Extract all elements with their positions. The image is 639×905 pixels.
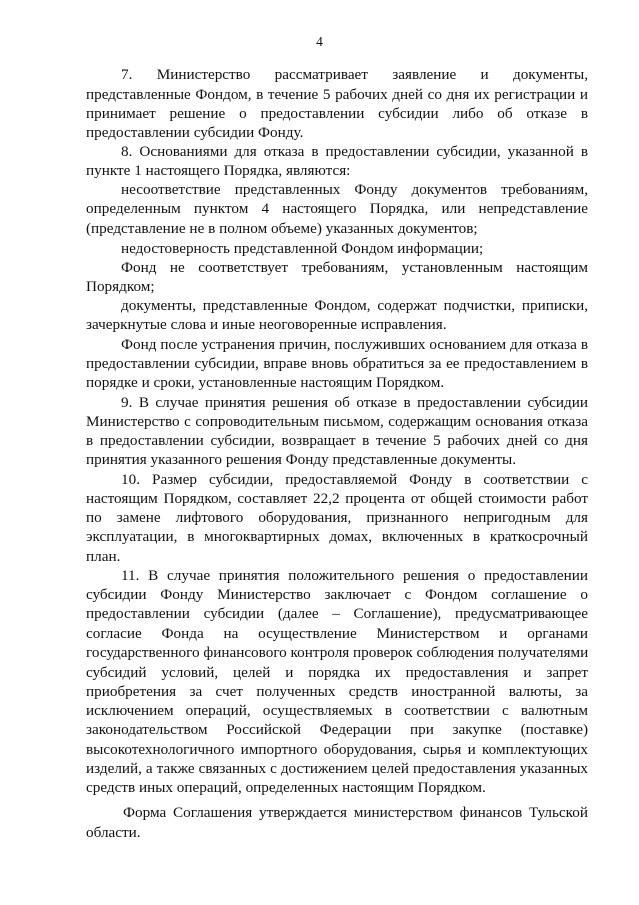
text-line: 10. Размер субсидии, предоставляемой Фонду в соответствии с [121, 471, 588, 488]
text-line: 9. В случае принятия решения об отказе в предоставлении субсидии [121, 394, 588, 411]
text-line: принятия указанного решения Фонду представленные документы. [86, 451, 517, 468]
text-line: согласие Фонда на осуществление Министерством и органами [86, 625, 588, 642]
text-line: законодательством Российской Федерации при закупке (поставке) [86, 721, 588, 738]
text-line: недостоверность представленной Фондом информации; [121, 240, 484, 257]
text-line: принимает решение о предоставлении субсидии либо об отказе в [86, 105, 588, 122]
text-line: представленные Фондом, в течение 5 рабочих дней со дня их регистрации и [86, 86, 588, 103]
text-line: пункте 1 настоящего Порядка, являются: [86, 162, 351, 179]
text-line: приобретения за счет полученных средств иностранной валюты, за [86, 683, 588, 700]
text-line: по замене лифтового оборудования, признанного непригодным для [86, 509, 588, 526]
text-line: предоставлении субсидии Фонду. [86, 124, 304, 141]
text-line: субсидии Фонду Министерство заключает с Фондом соглашение о [86, 586, 588, 603]
text-line: (представление не в полном объеме) указанных документов; [86, 220, 478, 237]
text-line: определенным пунктом 4 настоящего Порядка, или непредставление [86, 200, 588, 217]
text-line: 11. В случае принятия положительного решения о предоставлении [121, 567, 588, 584]
text-line: Форма Соглашения утверждается министерством финансов Тульской [123, 804, 588, 821]
text-line: высокотехнологичного импортного оборудования, сырья и комплектующих [86, 741, 588, 758]
text-line: субсидий условий, целей и порядка их предоставления и запрет [86, 664, 588, 681]
text-line: 7. Министерство рассматривает заявление и документы, [121, 66, 588, 83]
text-line: несоответствие представленных Фонду документов требованиям, [121, 181, 588, 198]
text-line: эксплуатации, в многоквартирных домах, включенных в краткосрочный [86, 528, 588, 545]
text-line: предоставлении субсидии (далее – Соглашение), предусматривающее [86, 605, 588, 622]
text-line: план. [86, 548, 121, 565]
text-line: государственного финансового контроля проверок соблюдения получателями [86, 644, 589, 661]
text-line: Министерство с сопроводительным письмом, содержащим основания отказа [86, 413, 588, 430]
text-line: зачеркнутые слова и иные неоговоренные исправления. [86, 316, 447, 333]
text-line: изделий, а также связанных с достижением целей предоставления указанных [86, 760, 588, 777]
text-line: 8. Основаниями для отказа в предоставлении субсидии, указанной в [121, 143, 588, 160]
text-line: порядке и сроки, установленные настоящим Порядком. [86, 374, 445, 391]
text-line: Фонд после устранения причин, послуживших основанием для отказа в [121, 336, 588, 353]
text-line: Порядком; [86, 278, 155, 295]
text-line: средств иных операций, определенных настоящим Порядком. [86, 779, 486, 796]
text-line: исключением операций, осуществляемых в соответствии с валютным [86, 702, 588, 719]
text-line: документы, представленные Фондом, содержат подчистки, приписки, [121, 297, 588, 314]
text-line: настоящим Порядком, составляет 22,2 процента от общей стоимости работ [86, 490, 588, 507]
text-line: области. [86, 824, 141, 841]
text-line: в предоставлении субсидии, возвращает в течение 5 рабочих дней со дня [86, 432, 588, 449]
page-number: 4 [316, 34, 323, 49]
text-line: предоставлении субсидии, вправе вновь обратиться за ее предоставлением в [86, 355, 588, 372]
text-line: Фонд не соответствует требованиям, установленным настоящим [121, 259, 588, 276]
